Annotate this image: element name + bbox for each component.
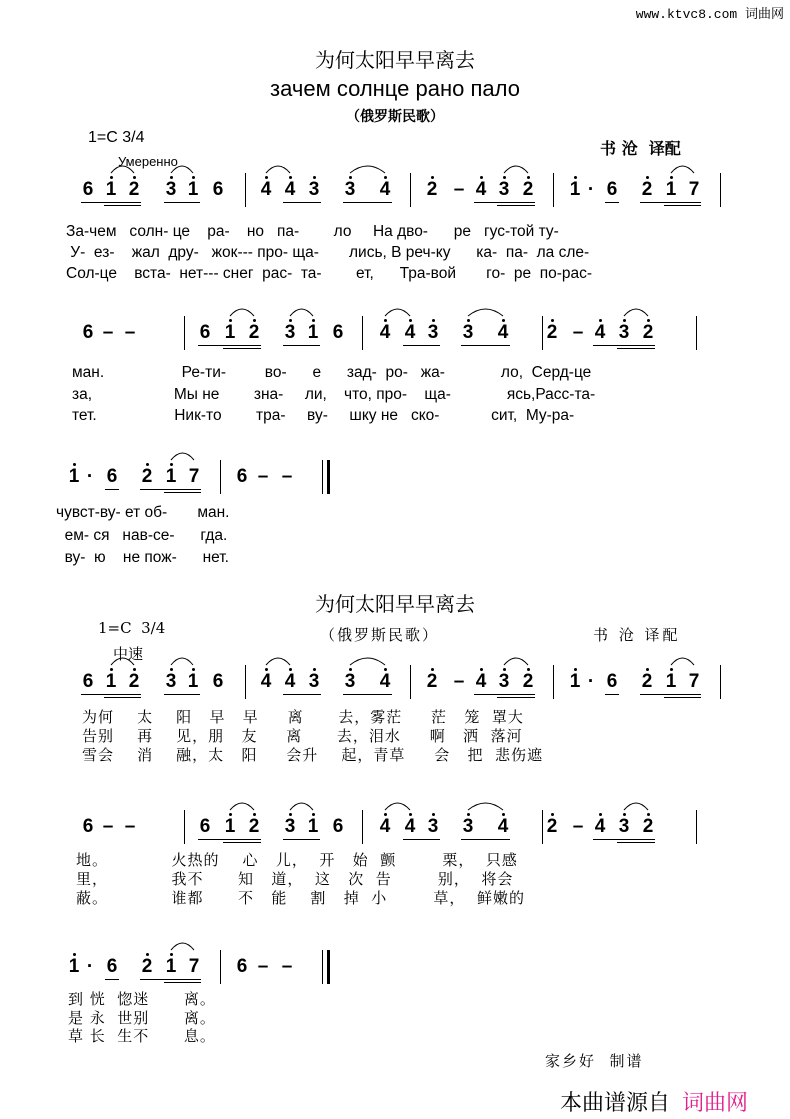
source-footer xyxy=(560,1086,748,1117)
note: 1 xyxy=(224,816,236,837)
key-time-signature-2: 1=C 3/4 xyxy=(98,619,166,637)
high-octave-dot xyxy=(409,319,412,322)
high-octave-dot xyxy=(313,176,316,179)
note: 2 xyxy=(248,816,260,837)
note: 2 xyxy=(248,322,260,343)
high-octave-dot xyxy=(503,176,506,179)
note: 6 xyxy=(236,956,248,977)
underline-eighth xyxy=(81,694,141,695)
note: 6 xyxy=(332,816,344,837)
dot-augmentation: · xyxy=(587,179,595,200)
note: 2 xyxy=(522,179,534,200)
lyrics-block-zh xyxy=(68,990,216,1046)
note: 1 xyxy=(187,671,199,692)
underline-sixteenth xyxy=(617,842,655,843)
high-octave-dot xyxy=(623,813,626,816)
underline-eighth xyxy=(140,489,201,490)
high-octave-dot xyxy=(312,319,315,322)
note: 4 xyxy=(404,322,416,343)
high-octave-dot xyxy=(384,319,387,322)
high-octave-dot xyxy=(133,176,136,179)
note: 1 xyxy=(569,179,581,200)
barline xyxy=(220,460,221,494)
barline xyxy=(184,316,185,350)
note: 3 xyxy=(284,322,296,343)
high-octave-dot xyxy=(146,953,149,956)
note: 1 xyxy=(165,466,177,487)
high-octave-dot xyxy=(73,463,76,466)
note: 4 xyxy=(284,671,296,692)
slur-tie xyxy=(624,307,648,317)
high-octave-dot xyxy=(384,176,387,179)
underline-sixteenth xyxy=(617,348,655,349)
underline-sixteenth xyxy=(104,205,141,206)
slur-tie xyxy=(504,164,528,174)
underline-eighth xyxy=(283,345,320,346)
high-octave-dot xyxy=(431,668,434,671)
slur-tie xyxy=(171,656,193,666)
high-octave-dot xyxy=(647,319,650,322)
high-octave-dot xyxy=(502,813,505,816)
slur-tie xyxy=(385,307,410,317)
note: 2 xyxy=(642,816,654,837)
high-octave-dot xyxy=(646,668,649,671)
note: 3 xyxy=(618,816,630,837)
high-octave-dot xyxy=(551,813,554,816)
final-barline-thick xyxy=(327,460,330,494)
note: 2 xyxy=(642,322,654,343)
note: 6 xyxy=(199,322,211,343)
barline xyxy=(696,316,697,350)
high-octave-dot xyxy=(647,813,650,816)
underline-eighth xyxy=(164,694,200,695)
high-octave-dot xyxy=(646,176,649,179)
final-barline-thin xyxy=(322,460,323,494)
high-octave-dot xyxy=(480,176,483,179)
high-octave-dot xyxy=(502,319,505,322)
slur-tie xyxy=(504,656,528,666)
note: 4 xyxy=(379,179,391,200)
underline-eighth xyxy=(474,694,535,695)
barline xyxy=(220,950,221,984)
note: 3 xyxy=(165,671,177,692)
barline xyxy=(184,810,185,844)
dash-sustain: – xyxy=(281,956,293,977)
underline-sixteenth xyxy=(497,205,535,206)
barline xyxy=(696,810,697,844)
underline-eighth xyxy=(461,345,510,346)
watermark: www.ktvc8.com 词曲网 xyxy=(635,7,784,22)
slur-tie xyxy=(171,164,193,174)
high-octave-dot xyxy=(192,176,195,179)
note: 7 xyxy=(188,956,200,977)
high-octave-dot xyxy=(289,668,292,671)
high-octave-dot xyxy=(349,668,352,671)
underline-eighth xyxy=(198,839,261,840)
note: 1 xyxy=(68,956,80,977)
note: 3 xyxy=(284,816,296,837)
song-origin: （俄罗斯民歌） xyxy=(346,109,444,125)
barline xyxy=(720,665,721,699)
high-octave-dot xyxy=(670,176,673,179)
dot-augmentation: · xyxy=(86,956,94,977)
lyric-line: за, Мы не зна- ли, что, про- ща- ясь,Расс-та- xyxy=(72,385,596,403)
note: 3 xyxy=(498,179,510,200)
dash-sustain: – xyxy=(124,322,136,343)
dash-sustain: – xyxy=(102,816,114,837)
note: 3 xyxy=(618,322,630,343)
note: 4 xyxy=(497,322,509,343)
score-credit: 家乡好 制谱 xyxy=(545,1052,644,1070)
lyric-line: Сол-це вста- нет--- снег рас- та- ет, Тра-вой го- ре по-рас- xyxy=(66,265,593,282)
note: 2 xyxy=(546,816,558,837)
high-octave-dot xyxy=(527,668,530,671)
note: 1 xyxy=(665,671,677,692)
underline-eighth xyxy=(198,345,261,346)
lyric-line: ем- ся нав-се- гда. xyxy=(56,526,228,544)
slur-tie xyxy=(171,941,194,951)
high-octave-dot xyxy=(289,813,292,816)
lyric-line: ву- ю не пож- нет. xyxy=(56,549,229,566)
dot-augmentation: · xyxy=(86,466,94,487)
lyric-line: 到 恍 惚迷 离。 xyxy=(68,990,216,1008)
high-octave-dot xyxy=(432,813,435,816)
high-octave-dot xyxy=(289,319,292,322)
note: 4 xyxy=(497,816,509,837)
high-octave-dot xyxy=(265,176,268,179)
lyric-line: 草 长 生不 息。 xyxy=(68,1027,216,1045)
high-octave-dot xyxy=(467,813,470,816)
dash-sustain: – xyxy=(572,322,584,343)
note: 1 xyxy=(307,322,319,343)
lyric-line: У- ез- жал дру- жок--- про- ща- лись, В реч-ку ка- па- ла сле- xyxy=(66,244,590,261)
underline-eighth xyxy=(640,202,701,203)
lyric-line: 蔽。 谁都 不 能 割 掉 小 草， 鲜嫩的 xyxy=(76,889,525,907)
lyrics-block-zh xyxy=(76,851,525,908)
note: 6 xyxy=(82,816,94,837)
note: 4 xyxy=(475,671,487,692)
high-octave-dot xyxy=(480,668,483,671)
slur-tie xyxy=(671,656,694,666)
note: 1 xyxy=(165,956,177,977)
high-octave-dot xyxy=(384,813,387,816)
underline-eighth xyxy=(283,202,321,203)
final-barline-thick xyxy=(327,950,330,984)
note: 2 xyxy=(128,179,140,200)
underline-sixteenth xyxy=(164,492,201,493)
underline-eighth xyxy=(461,839,510,840)
underline-eighth xyxy=(81,202,141,203)
slur-tie xyxy=(230,307,254,317)
dash-sustain: – xyxy=(124,816,136,837)
slur-tie xyxy=(468,801,503,811)
high-octave-dot xyxy=(574,668,577,671)
note: 2 xyxy=(641,671,653,692)
underline-eighth xyxy=(403,345,440,346)
high-octave-dot xyxy=(253,319,256,322)
high-octave-dot xyxy=(432,319,435,322)
note: 6 xyxy=(332,322,344,343)
underline-eighth xyxy=(105,489,119,490)
underline-eighth xyxy=(605,694,619,695)
note: 3 xyxy=(462,322,474,343)
lyrics-block xyxy=(56,502,229,570)
barline xyxy=(542,316,543,350)
note: 3 xyxy=(165,179,177,200)
high-octave-dot xyxy=(312,813,315,816)
dash-sustain: – xyxy=(572,816,584,837)
note: 1 xyxy=(665,179,677,200)
underline-eighth xyxy=(283,694,321,695)
underline-eighth xyxy=(105,979,119,980)
note: 6 xyxy=(212,179,224,200)
note: 3 xyxy=(344,179,356,200)
arranger: 书 沧 译配 xyxy=(600,139,681,158)
note: 2 xyxy=(522,671,534,692)
note: 4 xyxy=(404,816,416,837)
underline-eighth xyxy=(640,694,701,695)
high-octave-dot xyxy=(170,953,173,956)
high-octave-dot xyxy=(313,668,316,671)
barline xyxy=(410,665,411,699)
note: 6 xyxy=(236,466,248,487)
dot-augmentation: · xyxy=(587,671,595,692)
high-octave-dot xyxy=(110,668,113,671)
note: 4 xyxy=(379,816,391,837)
high-octave-dot xyxy=(670,668,673,671)
note: 1 xyxy=(105,671,117,692)
underline-eighth xyxy=(605,202,619,203)
underline-sixteenth xyxy=(664,205,701,206)
barline xyxy=(542,810,543,844)
slur-tie xyxy=(290,801,313,811)
high-octave-dot xyxy=(253,813,256,816)
note: 3 xyxy=(462,816,474,837)
high-octave-dot xyxy=(192,668,195,671)
high-octave-dot xyxy=(599,813,602,816)
high-octave-dot xyxy=(146,463,149,466)
note: 3 xyxy=(344,671,356,692)
lyrics-block xyxy=(66,221,592,284)
high-octave-dot xyxy=(551,319,554,322)
lyric-line: чувст-ву- ет об- ман. xyxy=(56,504,230,521)
dash-sustain: – xyxy=(453,671,465,692)
note: 1 xyxy=(187,179,199,200)
underline-eighth xyxy=(164,202,200,203)
lyric-line: ман. Ре-ти- во- е зад- ро- жа- ло, Серд-це xyxy=(72,364,592,381)
underline-sixteenth xyxy=(497,697,535,698)
note: 4 xyxy=(594,816,606,837)
note: 3 xyxy=(427,816,439,837)
barline xyxy=(720,173,721,207)
lyric-line: 是 永 世别 离。 xyxy=(68,1008,216,1027)
lyric-line: тет. Ник-то тра- ву- шку не ско- сит, Му-ра- xyxy=(72,407,575,424)
high-octave-dot xyxy=(73,953,76,956)
source-label: 本曲谱源自 xyxy=(560,1090,671,1115)
note: 7 xyxy=(688,179,700,200)
underline-eighth xyxy=(140,979,201,980)
note: 4 xyxy=(260,671,272,692)
key-time-signature: 1=C 3/4 xyxy=(88,129,145,146)
slur-tie xyxy=(171,451,194,461)
barline xyxy=(410,173,411,207)
underline-eighth xyxy=(283,839,320,840)
underline-eighth xyxy=(474,202,535,203)
dash-sustain: – xyxy=(257,956,269,977)
song-title-chinese-2: 为何太阳早早离去 xyxy=(315,592,475,616)
high-octave-dot xyxy=(623,319,626,322)
lyric-line: 地。 火热的 心 儿， 开 始 颤 栗， 只感 xyxy=(76,851,518,869)
note: 7 xyxy=(688,671,700,692)
high-octave-dot xyxy=(503,668,506,671)
note: 6 xyxy=(606,671,618,692)
note: 6 xyxy=(199,816,211,837)
slur-tie xyxy=(624,801,648,811)
note: 3 xyxy=(427,322,439,343)
note: 3 xyxy=(308,179,320,200)
note: 6 xyxy=(82,322,94,343)
underline-sixteenth xyxy=(164,982,201,983)
song-title-russian: зачем солнце рано пало xyxy=(270,76,520,101)
high-octave-dot xyxy=(431,176,434,179)
note: 1 xyxy=(307,816,319,837)
high-octave-dot xyxy=(229,319,232,322)
slur-tie xyxy=(671,164,694,174)
final-barline-thin xyxy=(322,950,323,984)
high-octave-dot xyxy=(409,813,412,816)
barline xyxy=(245,665,246,699)
brand-logo: 词曲网 xyxy=(682,1090,749,1115)
note: 4 xyxy=(475,179,487,200)
note: 4 xyxy=(379,322,391,343)
underline-eighth xyxy=(403,839,440,840)
slur-tie xyxy=(468,307,503,317)
note: 2 xyxy=(128,671,140,692)
underline-sixteenth xyxy=(223,842,261,843)
note: 6 xyxy=(106,956,118,977)
note: 7 xyxy=(188,466,200,487)
lyric-line: 告别 再 见，朋 友 离 去，泪水 啊 洒 落河 xyxy=(82,727,523,745)
high-octave-dot xyxy=(170,668,173,671)
barline xyxy=(362,810,363,844)
note: 6 xyxy=(606,179,618,200)
note: 1 xyxy=(68,466,80,487)
barline xyxy=(553,173,554,207)
slur-tie xyxy=(350,656,385,666)
barline xyxy=(362,316,363,350)
note: 3 xyxy=(498,671,510,692)
high-octave-dot xyxy=(289,176,292,179)
underline-sixteenth xyxy=(664,697,701,698)
slur-tie xyxy=(266,656,290,666)
high-octave-dot xyxy=(170,463,173,466)
lyric-line: 里， 我不 知 道， 这 次 告 别， 将会 xyxy=(76,870,514,888)
underline-eighth xyxy=(343,202,392,203)
high-octave-dot xyxy=(527,176,530,179)
underline-eighth xyxy=(343,694,392,695)
high-octave-dot xyxy=(133,668,136,671)
note: 4 xyxy=(594,322,606,343)
slur-tie xyxy=(290,307,313,317)
dash-sustain: – xyxy=(453,179,465,200)
dash-sustain: – xyxy=(281,466,293,487)
underline-sixteenth xyxy=(223,348,261,349)
note: 2 xyxy=(426,671,438,692)
note: 2 xyxy=(141,956,153,977)
underline-sixteenth xyxy=(104,697,141,698)
barline xyxy=(245,173,246,207)
lyric-line: 为何 太 阳 早 早 离 去，雾茫 茫 笼 罩大 xyxy=(82,708,524,726)
high-octave-dot xyxy=(467,319,470,322)
slur-tie xyxy=(350,164,385,174)
lyrics-block-zh xyxy=(82,708,543,765)
note: 3 xyxy=(308,671,320,692)
note: 2 xyxy=(546,322,558,343)
high-octave-dot xyxy=(599,319,602,322)
song-title-chinese: 为何太阳早早离去 xyxy=(315,48,475,72)
high-octave-dot xyxy=(170,176,173,179)
slur-tie xyxy=(230,801,254,811)
slur-tie xyxy=(266,164,290,174)
note: 2 xyxy=(141,466,153,487)
note: 6 xyxy=(82,179,94,200)
high-octave-dot xyxy=(229,813,232,816)
slur-tie xyxy=(111,164,134,174)
dash-sustain: – xyxy=(102,322,114,343)
song-origin-2: （俄罗斯民歌） xyxy=(320,626,440,644)
high-octave-dot xyxy=(265,668,268,671)
note: 6 xyxy=(82,671,94,692)
note: 4 xyxy=(260,179,272,200)
note: 2 xyxy=(426,179,438,200)
tempo-marking-2: 中速 xyxy=(113,645,144,663)
note: 1 xyxy=(569,671,581,692)
note: 4 xyxy=(284,179,296,200)
barline xyxy=(553,665,554,699)
lyric-line: За-чем солн- це ра- но па- ло На дво- ре гус-той ту- xyxy=(66,223,559,240)
lyric-line: 雪会 消 融，太 阳 会升 起，青草 会 把 悲伤遮 xyxy=(82,746,544,764)
dash-sustain: – xyxy=(257,466,269,487)
note: 6 xyxy=(212,671,224,692)
slur-tie xyxy=(111,656,134,666)
note: 6 xyxy=(106,466,118,487)
high-octave-dot xyxy=(110,176,113,179)
high-octave-dot xyxy=(384,668,387,671)
note: 1 xyxy=(224,322,236,343)
underline-eighth xyxy=(593,345,655,346)
lyrics-block xyxy=(72,362,595,427)
high-octave-dot xyxy=(349,176,352,179)
tempo-marking: Умеренно xyxy=(118,154,178,169)
high-octave-dot xyxy=(574,176,577,179)
arranger-2: 书 沧 译配 xyxy=(593,626,681,644)
underline-eighth xyxy=(593,839,655,840)
note: 4 xyxy=(379,671,391,692)
note: 2 xyxy=(641,179,653,200)
slur-tie xyxy=(385,801,410,811)
note: 1 xyxy=(105,179,117,200)
